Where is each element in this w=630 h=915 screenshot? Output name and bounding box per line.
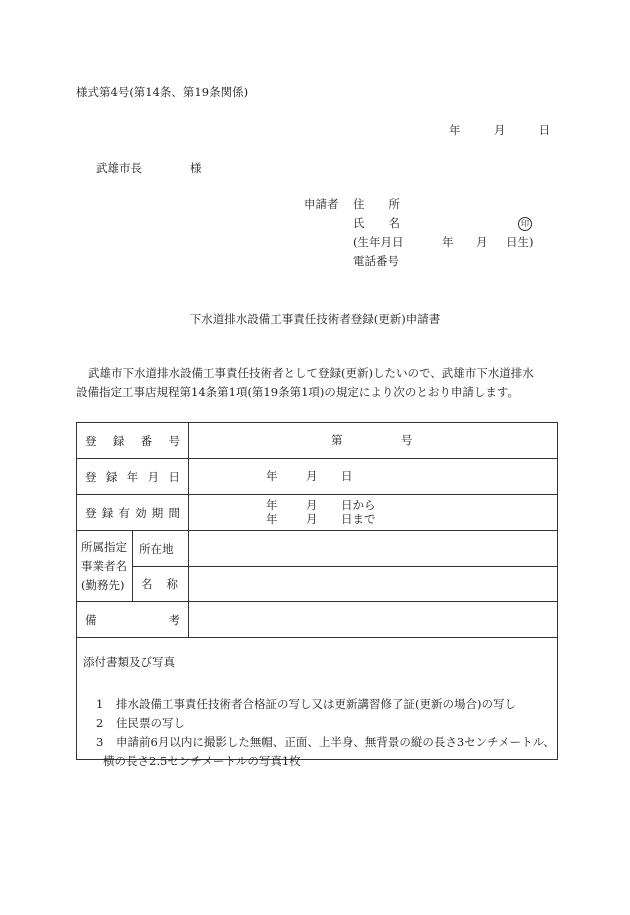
reg-number-value[interactable]: [189, 423, 558, 459]
address-label: 住 所: [353, 197, 400, 211]
table-row: [77, 638, 558, 760]
table-row: [77, 495, 558, 531]
validity-to-month: 月: [306, 511, 318, 526]
validity-from-year: 年: [266, 497, 278, 512]
reg-date-label: 登 録 年 月 日: [77, 459, 189, 495]
birth-year: 年: [442, 235, 454, 249]
date-day-label: 日: [538, 123, 551, 137]
birth-month: 月: [476, 235, 488, 249]
reg-date-value[interactable]: [189, 459, 558, 495]
validity-label: 登 録 有 効 期 間: [77, 495, 189, 531]
attachment-1-num: 1: [96, 697, 104, 711]
date-line: [449, 125, 550, 137]
location-label: 所在地: [133, 531, 189, 567]
attachment-2-num: 2: [96, 716, 104, 730]
application-table: [76, 422, 558, 768]
table-row: [77, 459, 558, 495]
table-row: [77, 423, 558, 459]
table-row: [77, 567, 558, 602]
reg-date-year: 年: [266, 468, 278, 483]
reg-number-label: 登 録 番 号: [77, 423, 189, 459]
company-name-label: 名 称: [133, 567, 189, 602]
validity-value[interactable]: [189, 495, 558, 531]
reg-number-prefix: 第: [331, 432, 343, 447]
attachment-3-text-cont: 横の長さ2.5センチメートルの写真1枚: [103, 754, 301, 768]
phone-label: 電話番号: [353, 254, 399, 268]
addressee-mayor: 武雄市長: [96, 161, 142, 175]
reg-date-month: 月: [306, 468, 318, 483]
table-row: [77, 531, 558, 567]
body-text-line-1: 武雄市下水道排水設備工事責任技術者として登録(更新)したいので、武雄市下水道排水: [88, 366, 534, 380]
date-month-label: 月: [493, 123, 506, 137]
seal-mark: [518, 217, 532, 231]
company-name-value[interactable]: [189, 567, 558, 602]
remarks-value[interactable]: [189, 602, 558, 638]
seal-icon: 印: [518, 217, 532, 231]
body-text-line-2: 設備指定工事店規程第14条第1項(第19条第1項)の規定により次のとおり申請します。: [76, 385, 519, 399]
attachment-2-text: 住民票の写し: [116, 716, 185, 730]
validity-from-day: 日から: [341, 497, 376, 512]
validity-from-month: 月: [306, 497, 318, 512]
document-title: 下水道排水設備工事責任技術者登録(更新)申請書: [189, 312, 441, 326]
attachments-cell: [77, 638, 558, 768]
remarks-label: 備 考: [77, 602, 189, 638]
date-year-label: 年: [449, 123, 461, 137]
applicant-label: 申請者: [304, 197, 339, 211]
birth-open: (生年月日: [353, 235, 404, 249]
table-row: [77, 602, 558, 638]
birth-day: 日生): [506, 235, 534, 249]
location-value[interactable]: [189, 531, 558, 567]
attachments-title: 添付書類及び写真: [83, 655, 175, 669]
attachment-3-text: 申請前6月以内に撮影した無帽、正面、上半身、無背景の縦の長さ3センチメートル、: [116, 735, 555, 749]
name-label: 氏 名: [353, 216, 400, 230]
validity-to-year: 年: [266, 511, 278, 526]
validity-to-day: 日まで: [341, 511, 376, 526]
addressee-honorific: 様: [190, 161, 202, 175]
form-number: 様式第4号(第14条、第19条関係): [76, 85, 249, 99]
attachment-1-text: 排水設備工事責任技術者合格証の写し又は更新講習修了証(更新の場合)の写し: [116, 697, 516, 711]
reg-number-suffix: 号: [401, 432, 413, 447]
reg-date-day: 日: [341, 468, 353, 483]
attachment-3-num: 3: [96, 735, 104, 749]
affiliation-label: 所属指定 事業者名 (勤務先): [77, 531, 133, 602]
